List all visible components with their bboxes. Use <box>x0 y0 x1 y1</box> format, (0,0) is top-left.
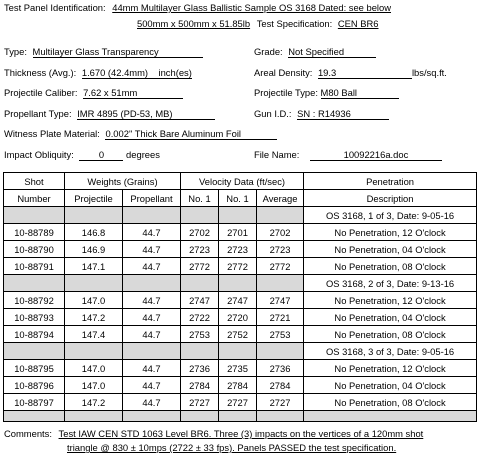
comments-line-1: Test IAW CEN STD 1063 Level BR6. Three (3) impacts on the vertices of a 120mm shot <box>58 428 424 439</box>
areal-density-field <box>254 67 447 79</box>
thickness-unit: inch(es) <box>158 67 192 78</box>
areal-value: 19.3 <box>318 68 412 79</box>
file-name-field <box>254 149 442 161</box>
velocity-average-cell: 2747 <box>257 292 304 309</box>
shaded-cell <box>181 343 219 360</box>
velocity-no1a-cell: 2702 <box>181 224 219 241</box>
table-row <box>4 394 477 411</box>
comments-line-2: triangle @ 830 ± 10mps (2722 ± 33 fps). Panels PASSED the test specification. <box>67 442 397 453</box>
shaded-cell <box>219 411 257 422</box>
penetration-description-cell: No Penetration, 08 O'clock <box>304 394 477 411</box>
shaded-cell <box>123 411 181 422</box>
propellant-weight-cell: 44.7 <box>123 394 181 411</box>
shaded-cell <box>219 343 257 360</box>
panel-id-label: Test Panel Identification: <box>4 2 106 13</box>
velocity-no1a-cell: 2784 <box>181 377 219 394</box>
projectile-weight-cell: 146.8 <box>65 224 123 241</box>
velocity-no1b-cell: 2784 <box>219 377 257 394</box>
velocity-average-cell: 2772 <box>257 258 304 275</box>
col-propellant-header: Propellant <box>123 190 181 207</box>
col-shot-header: Shot <box>4 173 65 190</box>
velocity-no1a-cell: 2723 <box>181 241 219 258</box>
table-row <box>4 241 477 258</box>
grade-field <box>254 46 376 58</box>
panel-id-row <box>4 2 391 14</box>
areal-label: Areal Density: <box>254 67 313 78</box>
velocity-no1b-cell: 2727 <box>219 394 257 411</box>
shot-number-cell: 10-88792 <box>4 292 65 309</box>
shaded-cell <box>4 275 65 292</box>
shot-number-cell: 10-88797 <box>4 394 65 411</box>
projectile-weight-cell: 147.0 <box>65 360 123 377</box>
penetration-description-cell: No Penetration, 12 O'clock <box>304 292 477 309</box>
col-projectile-header: Projectile <box>65 190 123 207</box>
sample-set-label-row <box>4 343 477 360</box>
propellant-weight-cell: 44.7 <box>123 241 181 258</box>
shaded-cell <box>4 343 65 360</box>
shaded-cell <box>219 275 257 292</box>
velocity-average-cell: 2723 <box>257 241 304 258</box>
gun-label: Gun I.D.: <box>254 108 292 119</box>
sample-set-label: OS 3168, 1 of 3, Date: 9-05-16 <box>304 207 477 224</box>
table-row <box>4 292 477 309</box>
col-penetration-header: Penetration <box>304 173 477 190</box>
sample-set-label: OS 3168, 2 of 3, Date: 9-13-16 <box>304 275 477 292</box>
col-average-header: Average <box>257 190 304 207</box>
col-velocity-header: Velocity Data (ft/sec) <box>181 173 304 190</box>
comments-row <box>4 428 423 440</box>
witness-value: 0.002" Thick Bare Aluminum Foil <box>105 129 277 140</box>
obliquity-value: 0 <box>79 150 123 161</box>
shot-number-cell: 10-88795 <box>4 360 65 377</box>
header-row-1 <box>4 173 477 190</box>
velocity-no1a-cell: 2727 <box>181 394 219 411</box>
thickness-label: Thickness (Avg.): <box>4 67 77 78</box>
table-row <box>4 224 477 241</box>
shaded-cell <box>4 411 65 422</box>
panel-id-value: 44mm Multilayer Glass Ballistic Sample OS 3168 Dated: see below <box>112 2 391 13</box>
velocity-average-cell: 2721 <box>257 309 304 326</box>
sample-set-label-row <box>4 275 477 292</box>
velocity-no1b-cell: 2752 <box>219 326 257 343</box>
shaded-cell <box>181 207 219 224</box>
caliber-value: 7.62 x 51mm <box>83 88 183 99</box>
projectile-weight-cell: 147.0 <box>65 292 123 309</box>
sample-set-label: OS 3168, 3 of 3, Date: 9-05-16 <box>304 343 477 360</box>
col-description-header: Description <box>304 190 477 207</box>
areal-unit: lbs/sq.ft. <box>411 67 447 78</box>
proj-type-label: Projectile Type: <box>254 87 318 98</box>
velocity-no1a-cell: 2772 <box>181 258 219 275</box>
velocity-average-cell: 2736 <box>257 360 304 377</box>
shaded-cell <box>65 275 123 292</box>
obliquity-label: Impact Obliquity: <box>4 149 74 160</box>
projectile-weight-cell: 147.2 <box>65 394 123 411</box>
velocity-no1b-cell: 2747 <box>219 292 257 309</box>
proj-type-value: M80 Ball <box>321 88 399 99</box>
table-row <box>4 258 477 275</box>
file-label: File Name: <box>254 149 300 160</box>
shaded-cell <box>304 411 477 422</box>
header-row-2 <box>4 190 477 207</box>
propellant-weight-cell: 44.7 <box>123 258 181 275</box>
shaded-cell <box>65 343 123 360</box>
test-spec-value: CEN BR6 <box>337 18 379 29</box>
projectile-type-field <box>254 87 399 99</box>
shaded-cell <box>123 207 181 224</box>
velocity-average-cell: 2784 <box>257 377 304 394</box>
gun-value: SN : R14936 <box>297 109 389 120</box>
shaded-cell <box>123 275 181 292</box>
shaded-cell <box>257 411 304 422</box>
propellant-weight-cell: 44.7 <box>123 377 181 394</box>
grade-label: Grade: <box>254 46 283 57</box>
velocity-average-cell: 2702 <box>257 224 304 241</box>
witness-label: Witness Plate Material: <box>4 128 100 139</box>
obliquity-field <box>4 149 160 161</box>
propellant-value: IMR 4895 (PD-53, MB) <box>77 109 215 120</box>
table-row <box>4 360 477 377</box>
table-end-row <box>4 411 477 422</box>
file-value: 10092216a.doc <box>310 150 442 161</box>
propellant-label: Propellant Type: <box>4 108 72 119</box>
comments-label: Comments: <box>4 428 52 439</box>
velocity-average-cell: 2727 <box>257 394 304 411</box>
shot-table-body <box>4 173 477 422</box>
type-value: Multilayer Glass Transparency <box>33 47 203 58</box>
panel-size-row <box>137 18 379 30</box>
shaded-cell <box>65 207 123 224</box>
thickness-value <box>82 68 192 79</box>
sample-set-label-row <box>4 207 477 224</box>
test-spec-label: Test Specification: <box>256 18 333 29</box>
propellant-weight-cell: 44.7 <box>123 292 181 309</box>
propellant-weight-cell: 44.7 <box>123 326 181 343</box>
col-no1a-header: No. 1 <box>181 190 219 207</box>
table-row <box>4 309 477 326</box>
table-row <box>4 326 477 343</box>
col-number-header: Number <box>4 190 65 207</box>
thickness-field <box>4 67 192 79</box>
velocity-no1a-cell: 2722 <box>181 309 219 326</box>
shaded-cell <box>257 207 304 224</box>
table-row <box>4 377 477 394</box>
shaded-cell <box>123 343 181 360</box>
gun-id-field <box>254 108 389 120</box>
shot-number-cell: 10-88793 <box>4 309 65 326</box>
velocity-no1b-cell: 2735 <box>219 360 257 377</box>
velocity-no1a-cell: 2753 <box>181 326 219 343</box>
comments-row-2 <box>67 442 396 454</box>
panel-size-value: 500mm x 500mm x 51.85lb <box>137 18 251 29</box>
propellant-field <box>4 108 215 120</box>
shaded-cell <box>4 207 65 224</box>
grade-value: Not Specified <box>288 47 376 58</box>
propellant-weight-cell: 44.7 <box>123 360 181 377</box>
velocity-no1b-cell: 2772 <box>219 258 257 275</box>
projectile-weight-cell: 147.4 <box>65 326 123 343</box>
velocity-no1b-cell: 2701 <box>219 224 257 241</box>
penetration-description-cell: No Penetration, 08 O'clock <box>304 258 477 275</box>
projectile-weight-cell: 147.1 <box>65 258 123 275</box>
obliquity-unit: degrees <box>126 149 160 160</box>
velocity-no1b-cell: 2720 <box>219 309 257 326</box>
type-field <box>4 46 203 58</box>
shaded-cell <box>257 343 304 360</box>
velocity-no1a-cell: 2736 <box>181 360 219 377</box>
shaded-cell <box>181 275 219 292</box>
shaded-cell <box>181 411 219 422</box>
propellant-weight-cell: 44.7 <box>123 309 181 326</box>
penetration-description-cell: No Penetration, 04 O'clock <box>304 309 477 326</box>
penetration-description-cell: No Penetration, 12 O'clock <box>304 360 477 377</box>
shaded-cell <box>257 275 304 292</box>
thickness-number: 1.670 (42.4mm) <box>81 67 149 78</box>
col-no1b-header: No. 1 <box>219 190 257 207</box>
penetration-description-cell: No Penetration, 04 O'clock <box>304 241 477 258</box>
velocity-no1a-cell: 2747 <box>181 292 219 309</box>
shot-number-cell: 10-88791 <box>4 258 65 275</box>
shot-number-cell: 10-88796 <box>4 377 65 394</box>
witness-field <box>4 128 277 140</box>
velocity-average-cell: 2753 <box>257 326 304 343</box>
penetration-description-cell: No Penetration, 08 O'clock <box>304 326 477 343</box>
projectile-weight-cell: 147.2 <box>65 309 123 326</box>
projectile-weight-cell: 146.9 <box>65 241 123 258</box>
shaded-cell <box>65 411 123 422</box>
caliber-label: Projectile Caliber: <box>4 87 78 98</box>
shot-number-cell: 10-88790 <box>4 241 65 258</box>
penetration-description-cell: No Penetration, 04 O'clock <box>304 377 477 394</box>
caliber-field <box>4 87 183 99</box>
projectile-weight-cell: 147.0 <box>65 377 123 394</box>
propellant-weight-cell: 44.7 <box>123 224 181 241</box>
shaded-cell <box>219 207 257 224</box>
shot-data-table <box>3 172 477 422</box>
shot-number-cell: 10-88794 <box>4 326 65 343</box>
velocity-no1b-cell: 2723 <box>219 241 257 258</box>
shot-number-cell: 10-88789 <box>4 224 65 241</box>
col-weights-header: Weights (Grains) <box>65 173 181 190</box>
penetration-description-cell: No Penetration, 12 O'clock <box>304 224 477 241</box>
type-label: Type: <box>4 46 27 57</box>
